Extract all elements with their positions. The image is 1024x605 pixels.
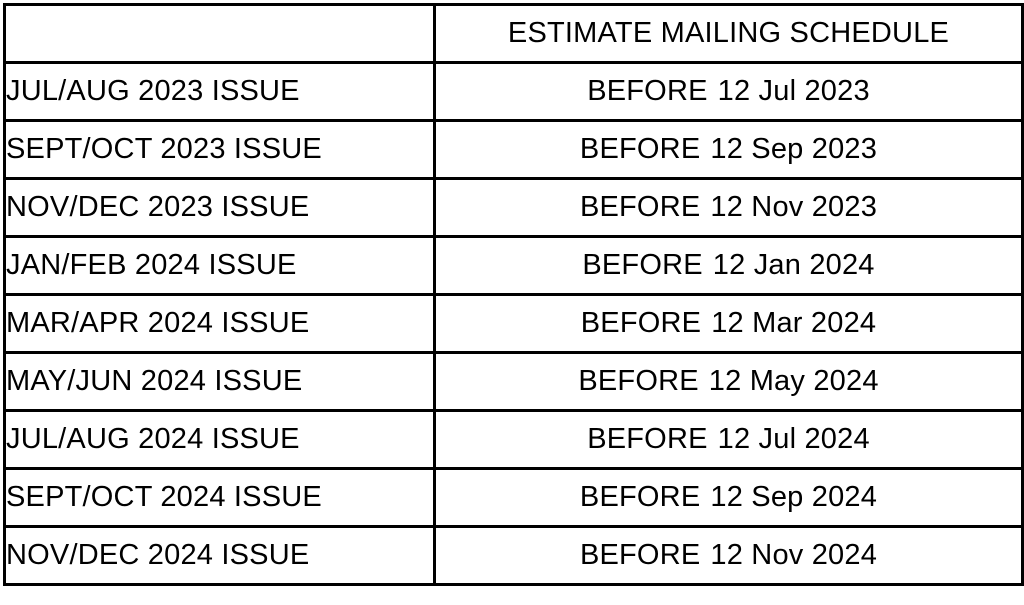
issue-label: JAN/FEB 2024 ISSUE bbox=[5, 237, 435, 295]
header-cell-issue bbox=[5, 5, 435, 63]
date-value: 12 Sep 2024 bbox=[710, 481, 878, 513]
mailing-date-cell bbox=[435, 63, 1023, 121]
table-header-row bbox=[5, 5, 1023, 63]
table-row bbox=[5, 469, 1023, 527]
table-row bbox=[5, 295, 1023, 353]
mailing-date-cell bbox=[435, 295, 1023, 353]
table-row bbox=[5, 121, 1023, 179]
table-body bbox=[5, 5, 1023, 585]
date-value: 12 Jul 2023 bbox=[717, 75, 870, 107]
table-row bbox=[5, 63, 1023, 121]
date-value: 12 May 2024 bbox=[708, 365, 879, 397]
date-value: 12 Sep 2023 bbox=[710, 133, 878, 165]
mailing-date-cell bbox=[435, 237, 1023, 295]
date-value: 12 Nov 2024 bbox=[710, 539, 878, 571]
date-value: 12 Jul 2024 bbox=[717, 423, 870, 455]
issue-label: JUL/AUG 2023 ISSUE bbox=[5, 63, 435, 121]
date-prefix: BEFORE bbox=[580, 307, 702, 339]
table-row bbox=[5, 353, 1023, 411]
estimate-mailing-schedule-table bbox=[3, 3, 1024, 586]
table-row bbox=[5, 527, 1023, 585]
date-value: 12 Nov 2023 bbox=[710, 191, 878, 223]
date-prefix: BEFORE bbox=[579, 133, 701, 165]
table-row bbox=[5, 237, 1023, 295]
issue-label: MAR/APR 2024 ISSUE bbox=[5, 295, 435, 353]
date-value: 12 Jan 2024 bbox=[712, 249, 875, 281]
mailing-date-cell bbox=[435, 411, 1023, 469]
table-row bbox=[5, 411, 1023, 469]
mailing-date-cell bbox=[435, 353, 1023, 411]
table-row bbox=[5, 179, 1023, 237]
issue-label: SEPT/OCT 2024 ISSUE bbox=[5, 469, 435, 527]
issue-label: MAY/JUN 2024 ISSUE bbox=[5, 353, 435, 411]
mailing-date-cell bbox=[435, 121, 1023, 179]
date-prefix: BEFORE bbox=[579, 539, 701, 571]
issue-label: JUL/AUG 2024 ISSUE bbox=[5, 411, 435, 469]
mailing-date-cell bbox=[435, 527, 1023, 585]
header-cell-schedule: ESTIMATE MAILING SCHEDULE bbox=[435, 5, 1023, 63]
issue-label: SEPT/OCT 2023 ISSUE bbox=[5, 121, 435, 179]
date-value: 12 Mar 2024 bbox=[711, 307, 877, 339]
date-prefix: BEFORE bbox=[582, 249, 703, 281]
date-prefix: BEFORE bbox=[579, 481, 701, 513]
date-prefix: BEFORE bbox=[587, 423, 708, 455]
mailing-date-cell bbox=[435, 469, 1023, 527]
date-prefix: BEFORE bbox=[587, 75, 708, 107]
date-prefix: BEFORE bbox=[579, 191, 701, 223]
mailing-date-cell bbox=[435, 179, 1023, 237]
date-prefix: BEFORE bbox=[578, 365, 699, 397]
issue-label: NOV/DEC 2023 ISSUE bbox=[5, 179, 435, 237]
issue-label: NOV/DEC 2024 ISSUE bbox=[5, 527, 435, 585]
